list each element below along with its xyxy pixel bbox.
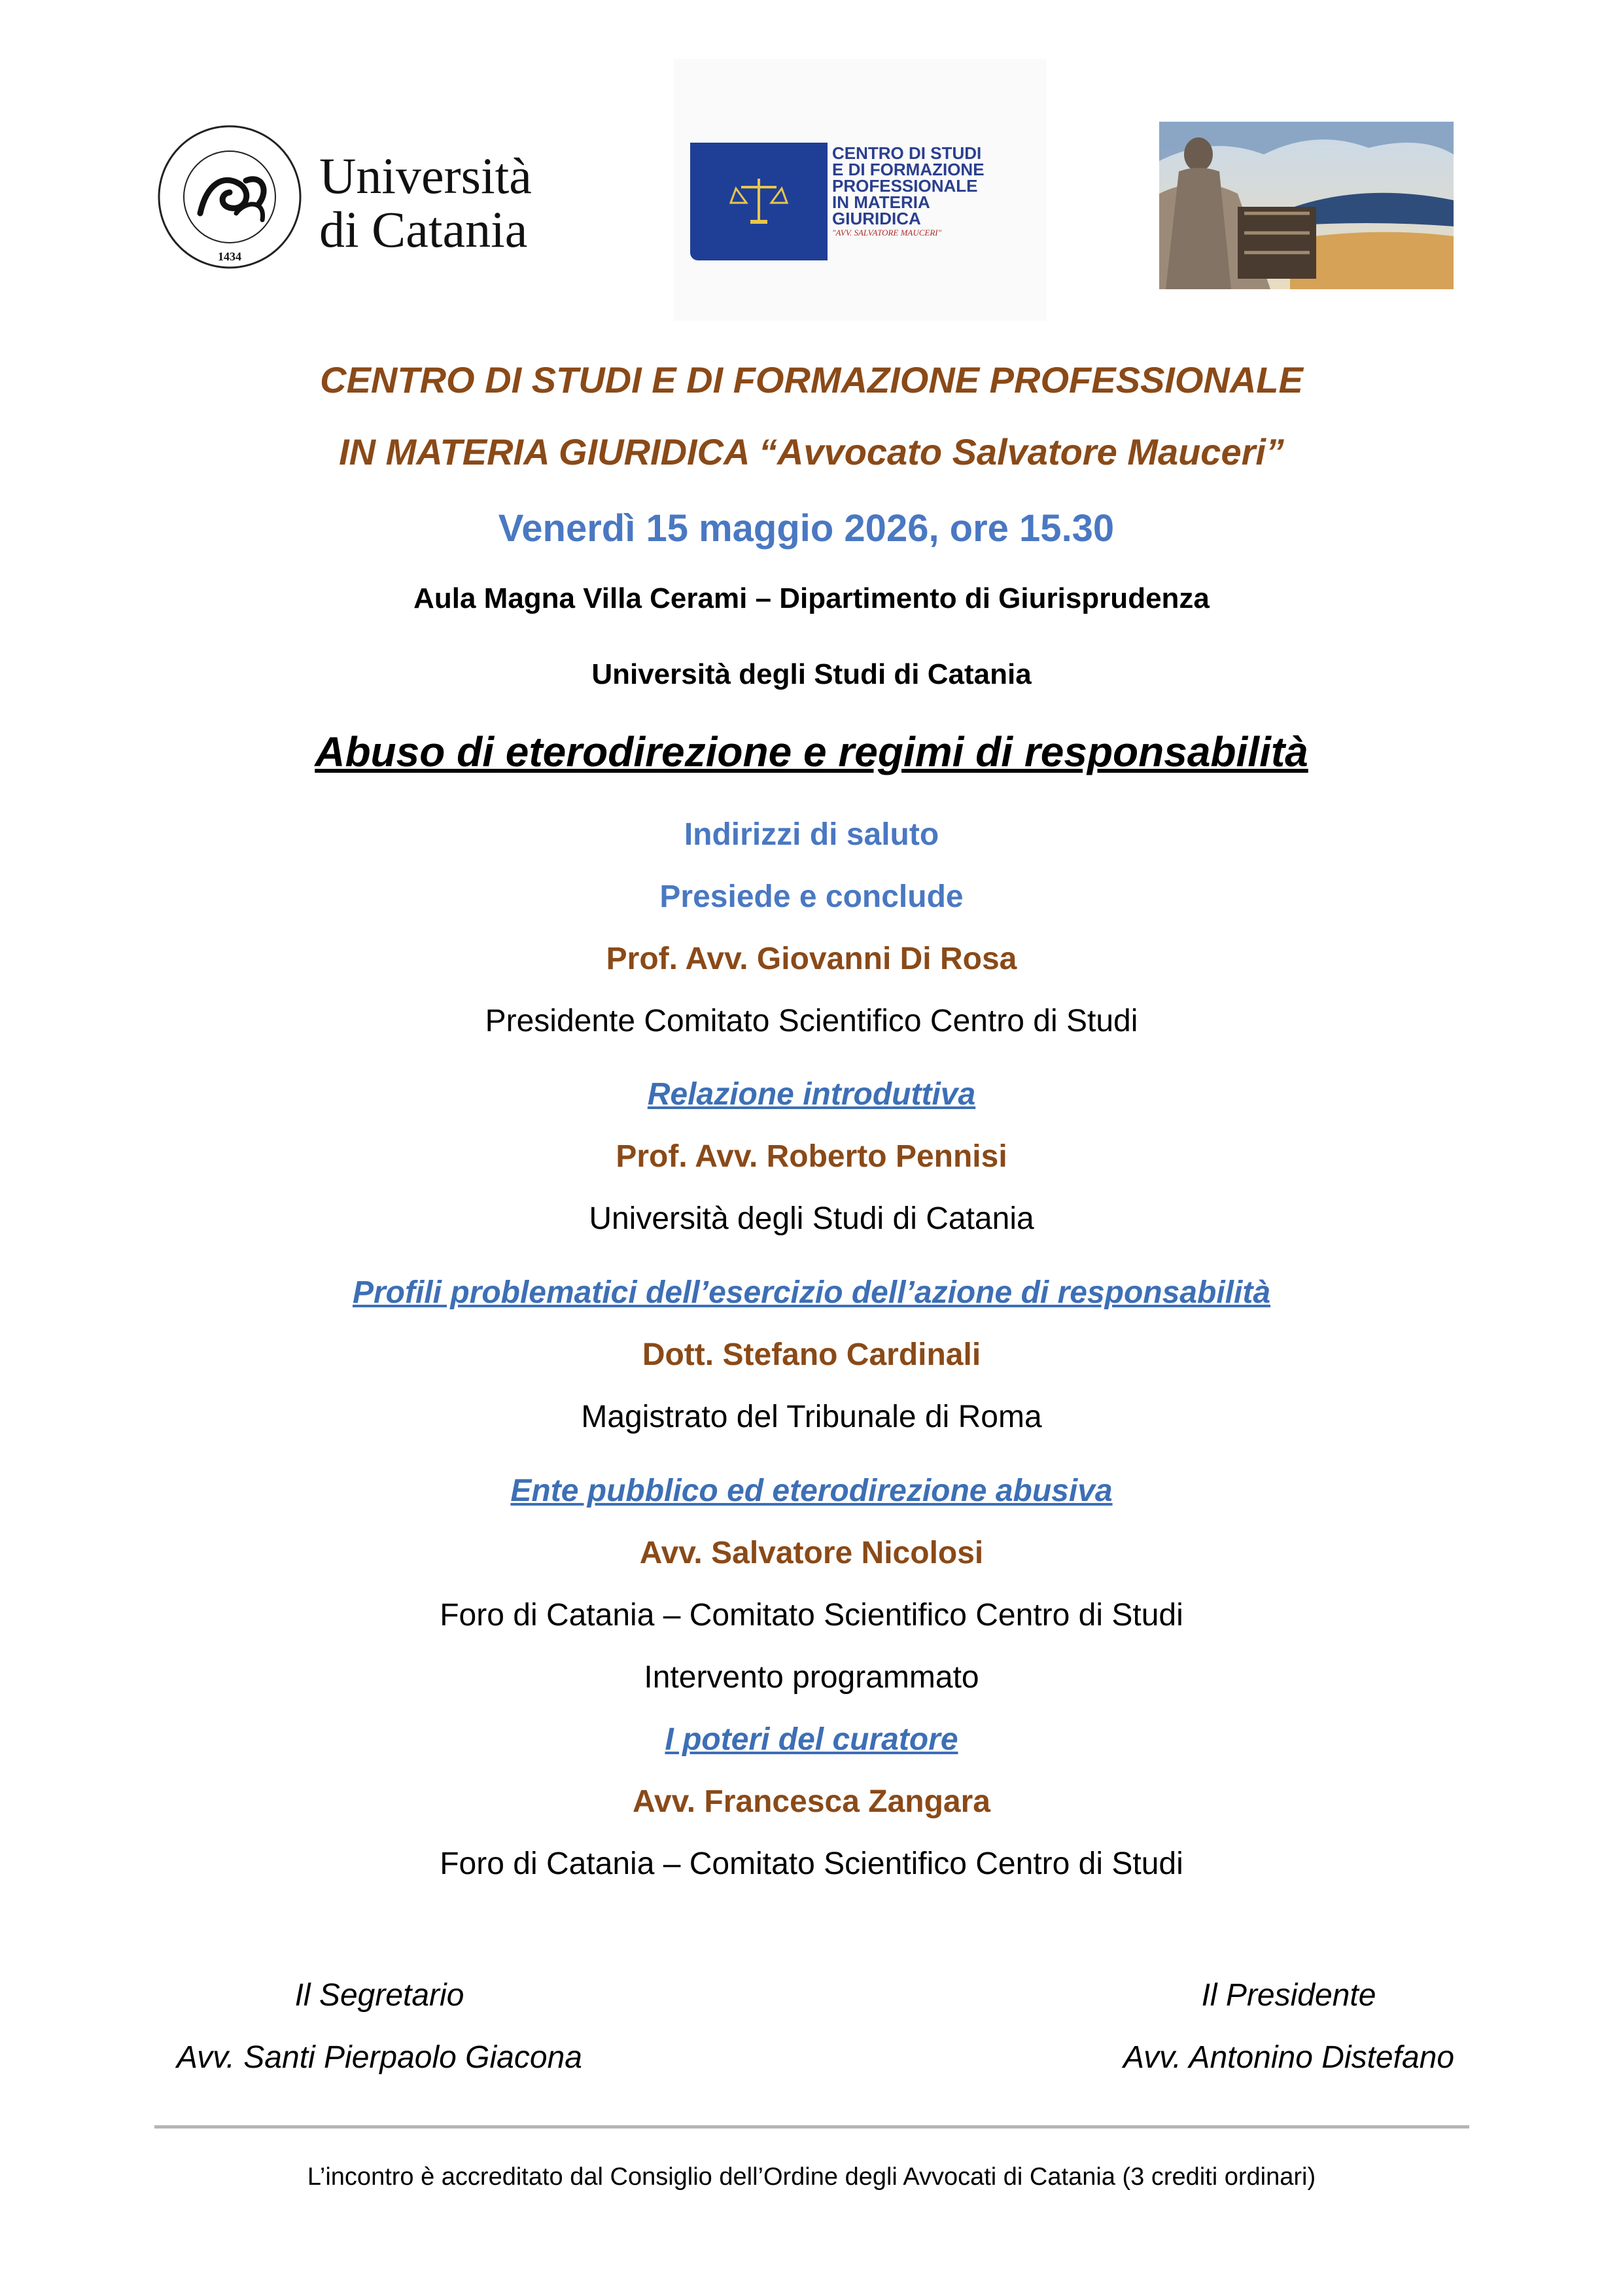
centro-logo-line: CENTRO DI STUDI: [832, 143, 982, 163]
secretary-name: Avv. Santi Pierpaolo Giacona: [177, 2040, 582, 2075]
talk1-title: Relazione introduttiva: [647, 1077, 976, 1112]
talk1-speaker: Prof. Avv. Roberto Pennisi: [616, 1139, 1007, 1174]
president-role: Il Presidente: [1201, 1978, 1376, 2013]
chair-name: Prof. Avv. Giovanni Di Rosa: [606, 942, 1017, 976]
greetings-label: Indirizzi di saluto: [684, 817, 939, 852]
centro-logo-text: [832, 145, 1028, 227]
centro-badge: [690, 143, 828, 260]
header-line1: CENTRO DI STUDI E DI FORMAZIONE PROFESSIONALE: [320, 359, 1303, 400]
scales-of-justice-icon: [690, 143, 828, 260]
centro-logo-line: E DI FORMAZIONE: [832, 160, 985, 179]
president-name: Avv. Antonino Distefano: [1123, 2040, 1455, 2075]
university-logo: [154, 122, 560, 272]
chair-role: Presidente Comitato Scientifico Centro di Studi: [485, 1004, 1138, 1038]
talk2-speaker: Dott. Stefano Cardinali: [642, 1337, 981, 1372]
centro-studi-logo: [674, 59, 1047, 321]
talk4-role: Foro di Catania – Comitato Scientifico Centro di Studi: [440, 1846, 1183, 1881]
seal-year: 1434: [218, 250, 241, 263]
painting-image: [1159, 122, 1454, 289]
event-date: Venerdì 15 maggio 2026, ore 15.30: [498, 507, 1115, 550]
painting-illustration-icon: [1159, 122, 1454, 289]
centro-logo-line: IN MATERIA: [832, 192, 930, 212]
talk4-title: I poteri del curatore: [665, 1722, 958, 1757]
talk2-title: Profili problematici dell’esercizio dell’azione di responsabilità: [352, 1275, 1271, 1310]
event-university: Università degli Studi di Catania: [591, 658, 1032, 690]
talk1-role: Università degli Studi di Catania: [589, 1201, 1034, 1236]
talk2-role: Magistrato del Tribunale di Roma: [581, 1400, 1042, 1434]
planned-label: Intervento programmato: [644, 1660, 979, 1695]
centro-logo-line: PROFESSIONALE: [832, 176, 978, 196]
event-title: Abuso di eterodirezione e regimi di responsabilità: [315, 728, 1308, 775]
university-name: [319, 149, 532, 256]
university-name-line1: Università: [319, 147, 532, 204]
footer-divider: [154, 2125, 1469, 2128]
centro-logo-subtitle: "AVV. SALVATORE MAUCERI": [832, 228, 942, 238]
secretary-role: Il Segretario: [294, 1978, 464, 2013]
header-line2: IN MATERIA GIURIDICA “Avvocato Salvatore Mauceri”: [339, 431, 1284, 472]
talk4-speaker: Avv. Francesca Zangara: [633, 1784, 990, 1819]
university-name-line2: di Catania: [319, 201, 528, 258]
talk3-role: Foro di Catania – Comitato Scientifico Centro di Studi: [440, 1598, 1183, 1633]
event-venue: Aula Magna Villa Cerami – Dipartimento di Giurisprudenza: [413, 582, 1210, 614]
talk3-title: Ente pubblico ed eterodirezione abusiva: [510, 1474, 1113, 1508]
centro-logo-line: GIURIDICA: [832, 209, 921, 228]
accreditation-note: L’incontro è accreditato dal Consiglio dell’Ordine degli Avvocati di Catania (3 crediti ordinari): [307, 2163, 1316, 2191]
talk3-speaker: Avv. Salvatore Nicolosi: [639, 1536, 984, 1570]
chair-label: Presiede e conclude: [659, 879, 964, 914]
